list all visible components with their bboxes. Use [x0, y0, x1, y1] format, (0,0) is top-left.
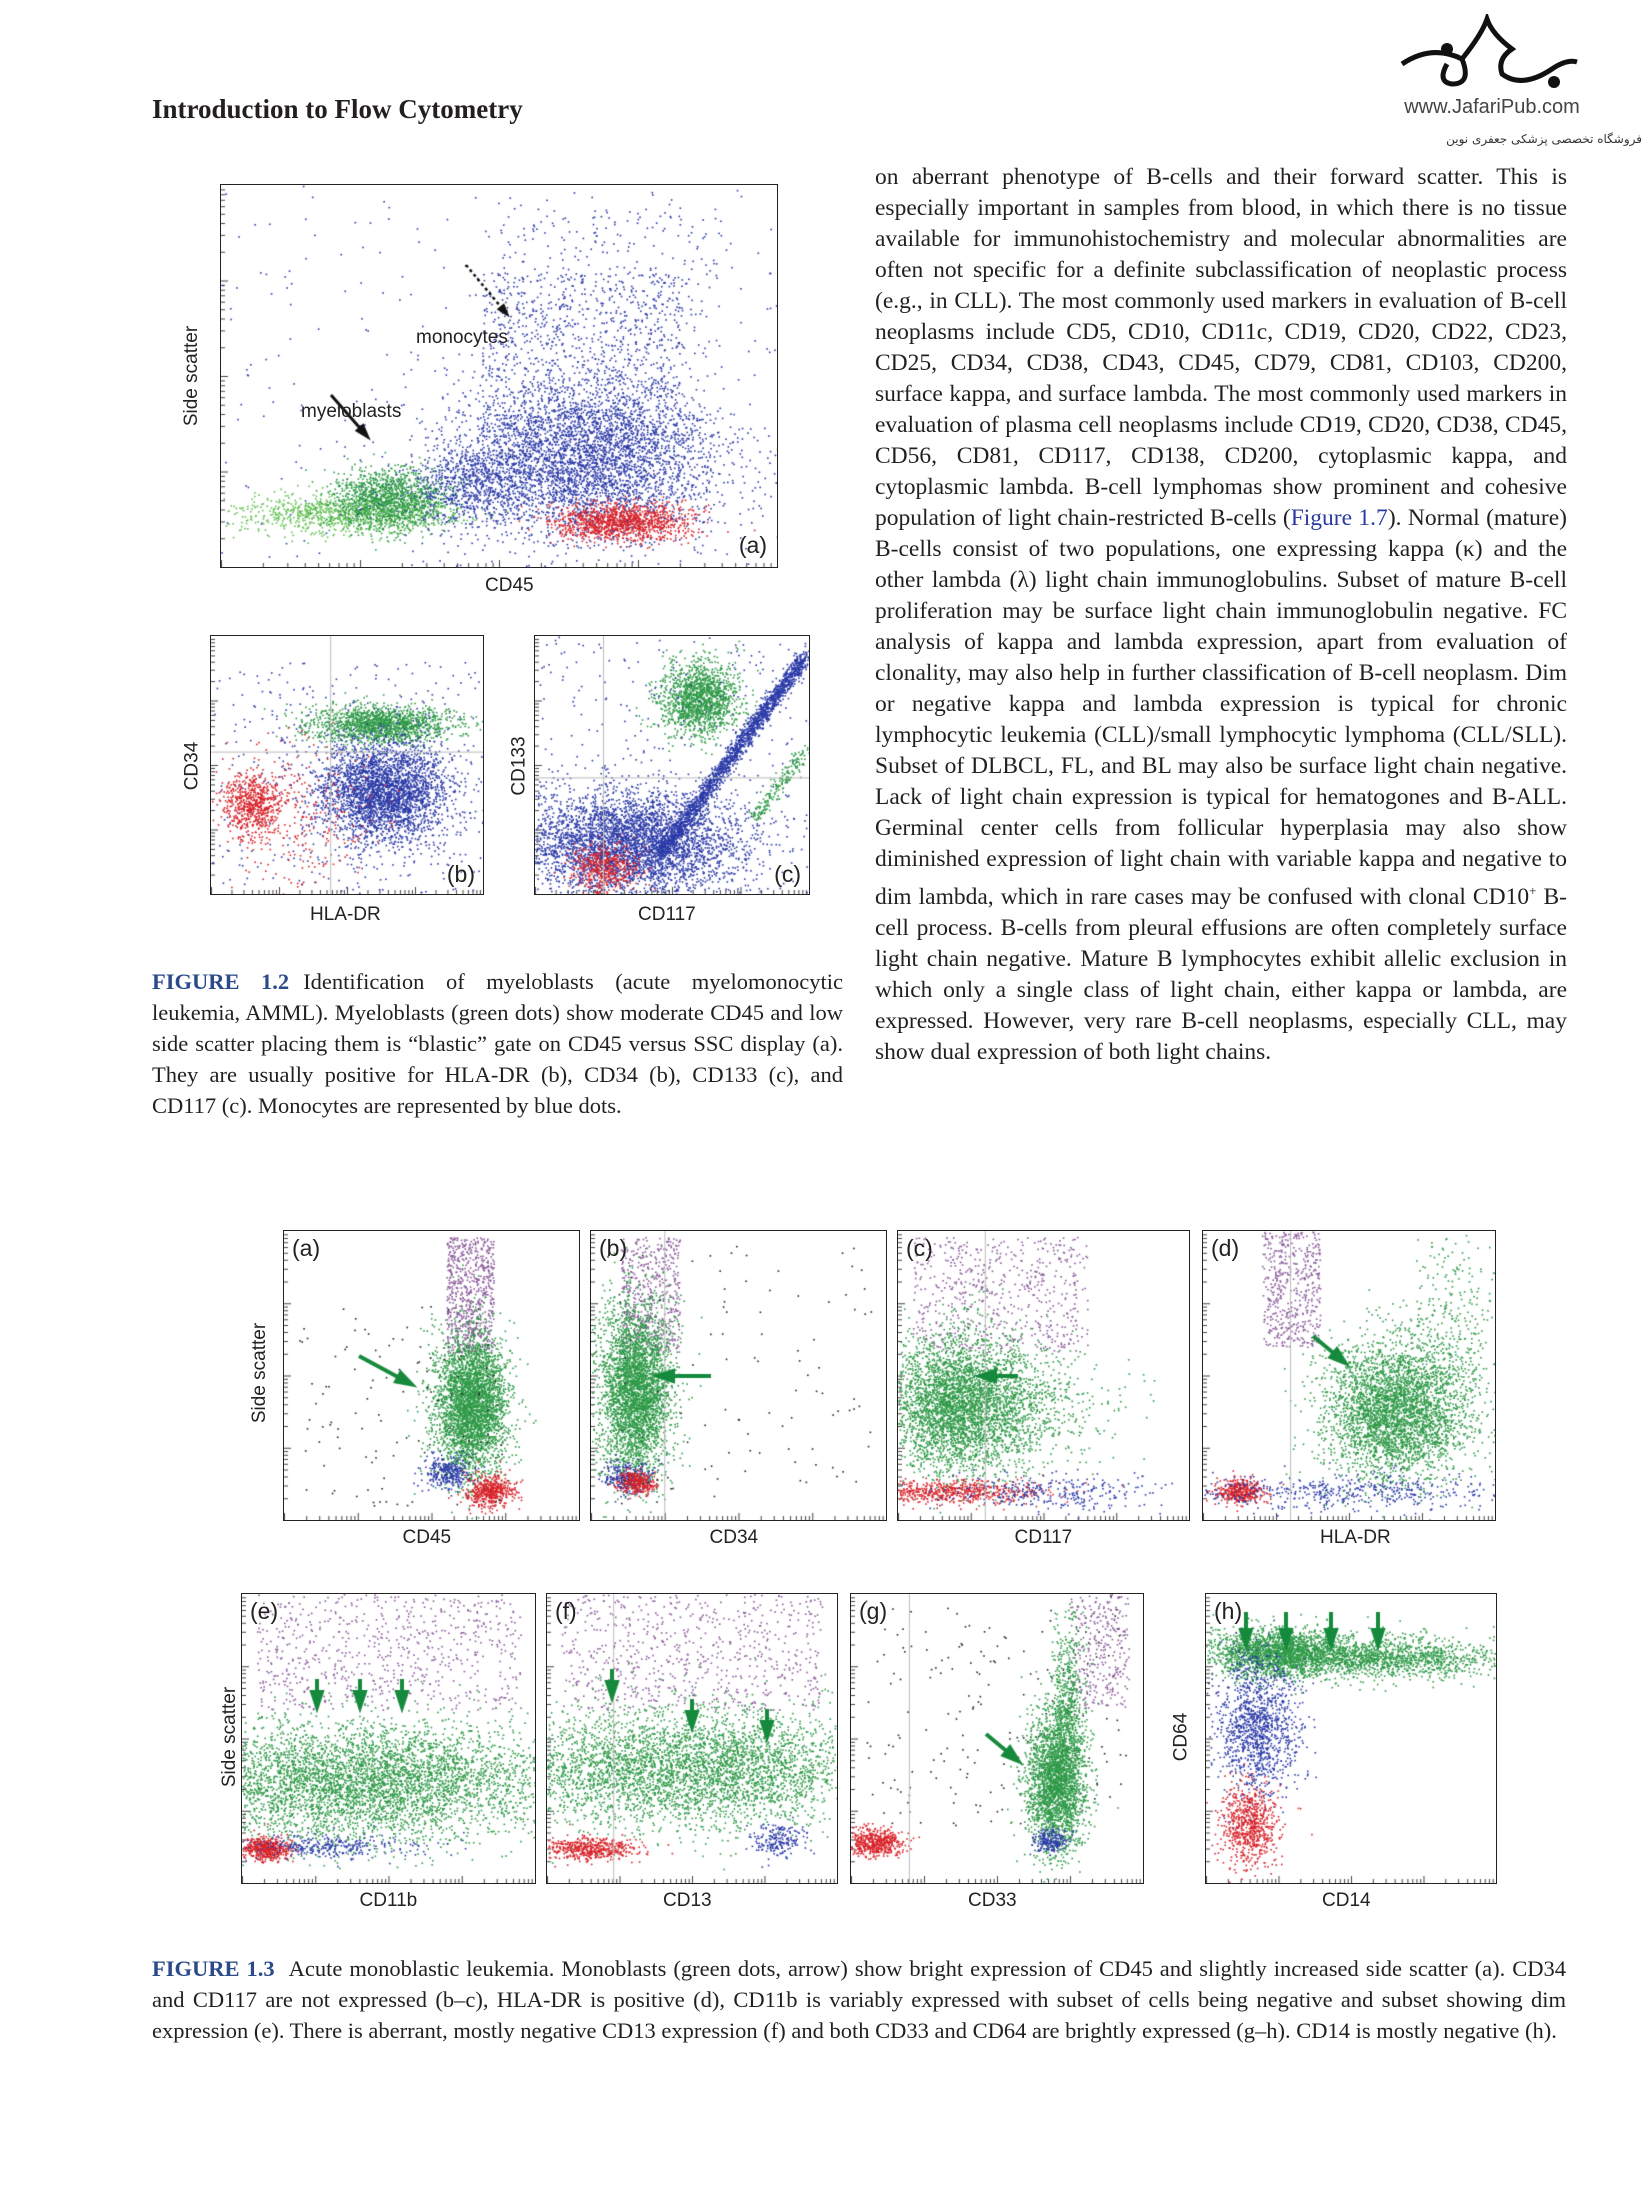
- figure-link[interactable]: Figure 1.7: [1290, 505, 1388, 531]
- panel-label: (f): [555, 1598, 577, 1624]
- y-axis-label: Side scatter: [181, 325, 203, 427]
- fig1-3-plot-b: [590, 1230, 887, 1521]
- panel-label: (g): [859, 1598, 888, 1624]
- scatter-canvas: [284, 1231, 579, 1520]
- figure-label: FIGURE 1.2: [152, 969, 290, 994]
- x-axis-label: CD14: [1322, 1890, 1371, 1911]
- scatter-canvas: [1206, 1594, 1496, 1883]
- y-axis-label: CD133: [508, 736, 530, 796]
- fig1-3-plot-d: [1202, 1230, 1496, 1521]
- fig1-2-plot-a: [220, 184, 778, 568]
- panel-label: (c): [774, 861, 801, 887]
- paragraph-text: ). Normal (mature) B-cells consist of two populations, one expressing kappa (κ) and the other lambda (λ) light chain immunoglobulins. Subset of mature B-cell proliferation may be surface light chain immunoglobulin negative. FC analysis of kappa and lambda expression, apart from evaluation of clonality, may also help in further classification of B-cell neoplasm. Dim or negative kappa and lambda expression is typical for chronic lymphocytic leukemia (CLL)/small lymphocytic lymphoma (CLL/SLL). Subset of DLBCL, FL, and BL may also be surface light chain negative. Lack of light chain expression is typical for hematogones and B-ALL. Germinal center cells from follicular hyperplasia may also show diminished expression of light chain with variable kappa and negative to dim lambda, which in rare cases may be confused with clonal CD10: [875, 505, 1567, 910]
- scatter-canvas: [547, 1594, 837, 1883]
- scatter-canvas: [851, 1594, 1143, 1883]
- annotation-monocytes: monocytes: [416, 327, 508, 348]
- figure-label: FIGURE 1.3: [152, 1956, 275, 1981]
- panel-label: (c): [906, 1235, 933, 1261]
- fig1-3-plot-c: [897, 1230, 1190, 1521]
- scatter-canvas: [591, 1231, 886, 1520]
- watermark-persian-text: فروشگاه تخصصی پزشکی جعفری نوین: [1446, 132, 1642, 146]
- panel-label: (a): [292, 1235, 321, 1261]
- caption-text: Identification of myeloblasts (acute myelomonocytic leukemia, AMML). Myeloblasts (green dots) show moderate CD45 and low side scatter placing them is “blastic” gate on CD45 versus SSC display (a). They are usually positive for HLA-DR (b), CD34 (b), CD133 (c), and CD117 (c). Monocytes are represented by blue dots.: [152, 969, 843, 1118]
- x-axis-label: CD13: [663, 1890, 712, 1911]
- fig1-3-plot-a: [283, 1230, 580, 1521]
- x-axis-label: CD117: [1014, 1527, 1073, 1548]
- annotation-myeloblasts: myeloblasts: [301, 401, 402, 422]
- fig1-3-plot-e: [241, 1593, 536, 1884]
- y-axis-label: CD34: [181, 741, 203, 791]
- scatter-canvas: [211, 636, 483, 894]
- panel-label: (b): [446, 861, 475, 887]
- caption-text: Acute monoblastic leukemia. Monoblasts (green dots, arrow) show bright expression of CD45 and slightly increased side scatter (a). CD34 and CD117 are not expressed (b–c), HLA-DR is positive (d), CD11b is variably expressed with subset of cells being negative and subset showing dim expression (e). There is aberrant, mostly negative CD13 expression (f) and both CD33 and CD64 are brightly expressed (g–h). CD14 is mostly negative (h).: [152, 1956, 1566, 2043]
- scatter-canvas: [535, 636, 809, 894]
- paragraph-text: on aberrant phenotype of B-cells and their forward scatter. This is especially important in samples from blood, in which there is no tissue available for immunohistochemistry and molecular abnormalities are often not specific for a definite subclassification of neoplastic process (e.g., in CLL). The most commonly used markers in evaluation of B-cell neoplasms include CD5, CD10, CD11c, CD19, CD20, CD22, CD23, CD25, CD34, CD38, CD43, CD45, CD79, CD81, CD103, CD200, surface kappa, and surface lambda. The most commonly used markers in evaluation of plasma cell neoplasms include CD19, CD20, CD38, CD45, CD56, CD81, CD117, CD138, CD200, cytoplasmic kappa, and cytoplasmic lambda. B-cell lymphomas show prominent and cohesive population of light chain-restricted B-cells (: [875, 164, 1567, 531]
- logo-icon: [1392, 14, 1592, 94]
- x-axis-label: CD45: [402, 1527, 452, 1548]
- x-axis-label: CD45: [485, 575, 534, 596]
- paragraph-text: B-cell process. B-cells from pleural effusions are often completely surface light chain negative. Mature B lymphocytes exhibit allelic exclusion in which only a single class of light chain, either kappa or lambda, are expressed. However, very rare B-cell neoplasms, especially CLL, may show dual expression of both light chains.: [875, 883, 1567, 1065]
- panel-label: (h): [1214, 1598, 1243, 1624]
- scatter-canvas: [898, 1231, 1189, 1520]
- fig1-3-plot-f: [546, 1593, 838, 1884]
- x-axis-label: CD11b: [359, 1890, 418, 1911]
- scatter-canvas: [221, 185, 777, 567]
- y-axis-label: Side scatter: [249, 1322, 271, 1424]
- y-axis-label: Side scatter: [219, 1686, 241, 1788]
- publisher-watermark: [1392, 14, 1642, 154]
- scatter-canvas: [242, 1594, 535, 1883]
- panel-label: (d): [1211, 1235, 1240, 1261]
- fig1-3-plot-g: [850, 1593, 1144, 1884]
- scatter-canvas: [1203, 1231, 1495, 1520]
- fig1-2-plot-b: [210, 635, 484, 895]
- fig1-2-plot-c: [534, 635, 810, 895]
- superscript: +: [1529, 883, 1537, 898]
- panel-label: (a): [738, 532, 767, 558]
- x-axis-label: CD117: [638, 904, 696, 925]
- panel-label: (e): [250, 1598, 279, 1624]
- x-axis-label: CD33: [968, 1890, 1017, 1911]
- watermark-url: www.JafariPub.com: [1404, 96, 1580, 118]
- y-axis-label: CD64: [1170, 1712, 1192, 1762]
- body-text-column: [875, 162, 1567, 1068]
- running-header: Introduction to Flow Cytometry: [152, 94, 523, 124]
- x-axis-label: HLA-DR: [310, 904, 381, 925]
- figure-1-3-caption: [152, 1953, 1566, 2046]
- x-axis-label: HLA-DR: [1320, 1527, 1391, 1548]
- fig1-3-plot-h: [1205, 1593, 1497, 1884]
- x-axis-label: CD34: [709, 1527, 759, 1548]
- panel-label: (b): [599, 1235, 628, 1261]
- figure-1-2-caption: [152, 966, 843, 1121]
